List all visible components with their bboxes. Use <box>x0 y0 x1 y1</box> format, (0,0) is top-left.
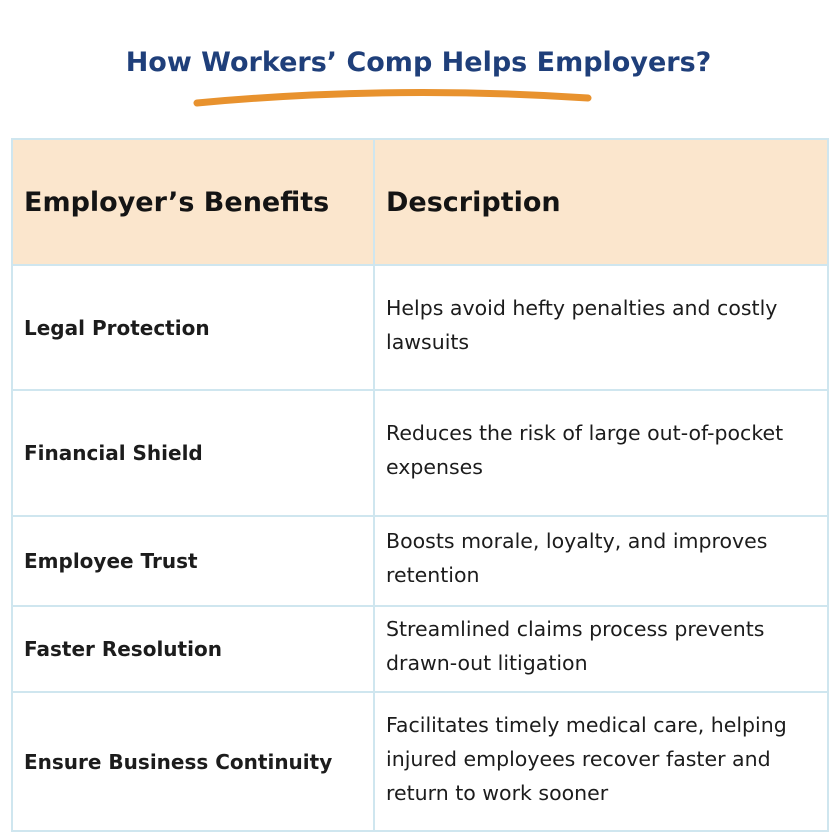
benefit-cell: Employee Trust <box>12 516 374 606</box>
benefits-table <box>11 138 829 832</box>
column-header-benefits: Employer’s Benefits <box>12 139 374 265</box>
title-underline-decoration <box>0 86 837 116</box>
table-row <box>12 390 828 516</box>
table-row <box>12 692 828 831</box>
benefit-cell: Financial Shield <box>12 390 374 516</box>
table-row <box>12 606 828 692</box>
underline-swoosh <box>197 93 588 103</box>
description-cell: Streamlined claims process prevents drawn-out litigation <box>374 606 828 692</box>
description-cell: Boosts morale, loyalty, and improves retention <box>374 516 828 606</box>
benefit-cell: Ensure Business Continuity <box>12 692 374 831</box>
description-cell: Reduces the risk of large out-of-pocket expenses <box>374 390 828 516</box>
description-cell: Facilitates timely medical care, helping injured employees recover faster and return to work sooner <box>374 692 828 831</box>
column-header-description: Description <box>374 139 828 265</box>
benefit-cell: Faster Resolution <box>12 606 374 692</box>
benefit-cell: Legal Protection <box>12 265 374 390</box>
table-body <box>12 265 828 831</box>
table-header <box>12 139 828 265</box>
description-cell: Helps avoid hefty penalties and costly lawsuits <box>374 265 828 390</box>
table-header-row <box>12 139 828 265</box>
table-row <box>12 516 828 606</box>
page-title: How Workers’ Comp Helps Employers? <box>125 47 712 78</box>
table-row <box>12 265 828 390</box>
